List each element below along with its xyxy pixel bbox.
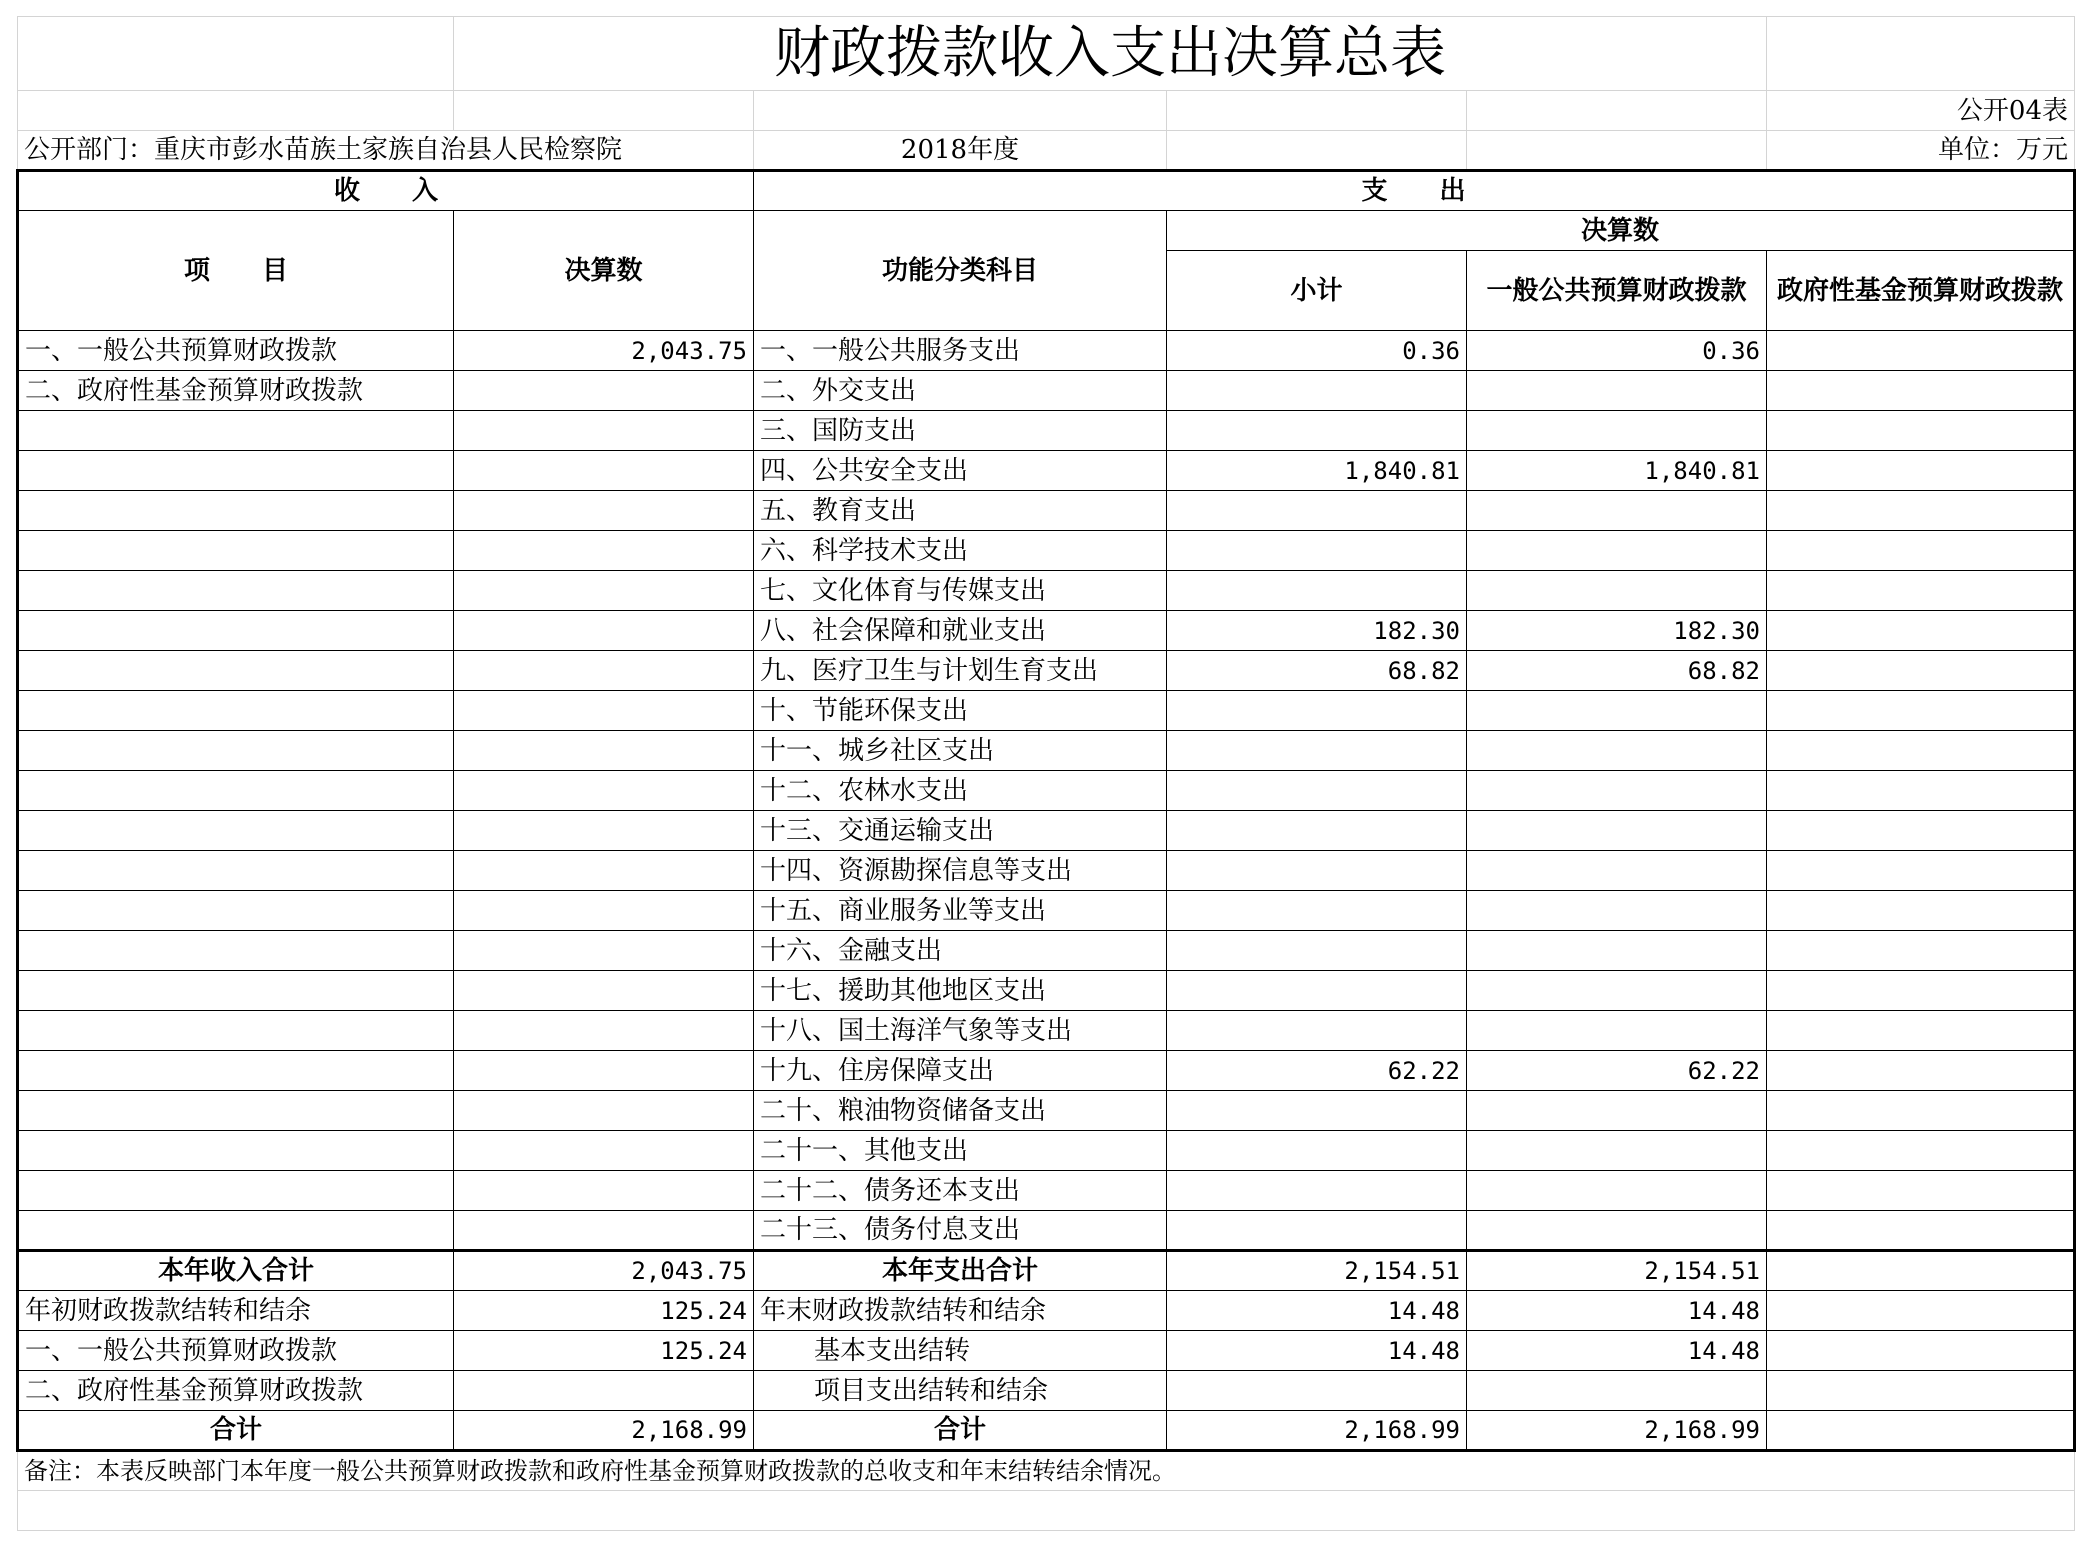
table-row (18, 851, 2075, 891)
expense-fund (1767, 811, 2075, 851)
year-expense-total-label: 本年支出合计 (754, 1251, 1167, 1291)
expense-item: 一、一般公共服务支出 (754, 331, 1167, 371)
expense-header: 支 出 (754, 171, 2075, 211)
expense-fund (1767, 731, 2075, 771)
expense-general: 68.82 (1467, 651, 1767, 691)
expense-fund (1767, 611, 2075, 651)
income-amount (454, 1171, 754, 1211)
expense-fund (1767, 531, 2075, 571)
income-amount-header: 决算数 (454, 211, 754, 331)
form-number: 公开04表 (1767, 91, 2075, 131)
income-item (18, 851, 454, 891)
expense-subtotal: 68.82 (1167, 651, 1467, 691)
expense-subtotal (1167, 1011, 1467, 1051)
income-item (18, 611, 454, 651)
year-expense-subtotal: 2,154.51 (1167, 1251, 1467, 1291)
expense-fund (1767, 1011, 2075, 1051)
expense-subtotal (1167, 851, 1467, 891)
expense-item: 二十二、债务还本支出 (754, 1171, 1167, 1211)
year-income-total: 2,043.75 (454, 1251, 754, 1291)
table-row (18, 1171, 2075, 1211)
table-row (18, 691, 2075, 731)
income-item (18, 1131, 454, 1171)
function-class-header: 功能分类科目 (754, 211, 1167, 331)
grand-total-general: 2,168.99 (1467, 1411, 1767, 1451)
expense-subtotal: 62.22 (1167, 1051, 1467, 1091)
income-amount (454, 811, 754, 851)
income-item (18, 1011, 454, 1051)
expense-item: 十六、金融支出 (754, 931, 1167, 971)
expense-subtotal (1167, 1091, 1467, 1131)
income-item (18, 811, 454, 851)
expense-item: 二、外交支出 (754, 371, 1167, 411)
expense-fund (1767, 1091, 2075, 1131)
expense-subtotal (1167, 811, 1467, 851)
expense-general (1467, 851, 1767, 891)
final-amount-header: 决算数 (1167, 211, 2075, 251)
general-budget-header: 一般公共预算财政拨款 (1467, 251, 1767, 331)
grand-total-subtotal: 2,168.99 (1167, 1411, 1467, 1451)
begin-general-amount: 125.24 (454, 1331, 754, 1371)
expense-subtotal (1167, 411, 1467, 451)
expense-general: 0.36 (1467, 331, 1767, 371)
expense-fund (1767, 651, 2075, 691)
table-row (18, 1091, 2075, 1131)
income-amount (454, 651, 754, 691)
table-row (18, 931, 2075, 971)
expense-fund (1767, 1171, 2075, 1211)
grand-total-fund (1767, 1411, 2075, 1451)
expense-subtotal (1167, 571, 1467, 611)
income-item (18, 1091, 454, 1131)
expense-subtotal: 182.30 (1167, 611, 1467, 651)
begin-fund-label: 二、政府性基金预算财政拨款 (18, 1371, 454, 1411)
expense-general (1467, 1011, 1767, 1051)
expense-general (1467, 371, 1767, 411)
begin-fund-amount (454, 1371, 754, 1411)
expense-general (1467, 971, 1767, 1011)
income-amount (454, 771, 754, 811)
expense-item: 六、科学技术支出 (754, 531, 1167, 571)
item-header: 项 目 (18, 211, 454, 331)
income-amount (454, 491, 754, 531)
income-item: 一、一般公共预算财政拨款 (18, 331, 454, 371)
income-item (18, 451, 454, 491)
footnote: 备注：本表反映部门本年度一般公共预算财政拨款和政府性基金预算财政拨款的总收支和年末结转结余情况。 (18, 1451, 2075, 1491)
expense-general (1467, 491, 1767, 531)
basic-carry-label: 基本支出结转 (754, 1331, 1167, 1371)
income-amount (454, 371, 754, 411)
basic-carry-subtotal: 14.48 (1167, 1331, 1467, 1371)
expense-general (1467, 811, 1767, 851)
income-item (18, 1171, 454, 1211)
income-amount (454, 451, 754, 491)
expense-general (1467, 531, 1767, 571)
expense-subtotal (1167, 491, 1467, 531)
expense-general (1467, 691, 1767, 731)
expense-item: 十三、交通运输支出 (754, 811, 1167, 851)
expense-item: 四、公共安全支出 (754, 451, 1167, 491)
expense-item: 十九、住房保障支出 (754, 1051, 1167, 1091)
table-row (18, 331, 2075, 371)
expense-item: 二十、粮油物资储备支出 (754, 1091, 1167, 1131)
table-row (18, 731, 2075, 771)
grand-total-income: 2,168.99 (454, 1411, 754, 1451)
income-amount (454, 411, 754, 451)
expense-fund (1767, 371, 2075, 411)
expense-item: 九、医疗卫生与计划生育支出 (754, 651, 1167, 691)
year-expense-fund (1767, 1251, 2075, 1291)
expense-general (1467, 411, 1767, 451)
expense-subtotal: 1,840.81 (1167, 451, 1467, 491)
table-row (18, 531, 2075, 571)
expense-fund (1767, 771, 2075, 811)
expense-general (1467, 1131, 1767, 1171)
income-amount (454, 971, 754, 1011)
income-amount (454, 891, 754, 931)
table-row (18, 571, 2075, 611)
income-amount (454, 571, 754, 611)
end-balance-general: 14.48 (1467, 1291, 1767, 1331)
expense-general (1467, 731, 1767, 771)
expense-item: 八、社会保障和就业支出 (754, 611, 1167, 651)
table-row (18, 611, 2075, 651)
income-amount (454, 851, 754, 891)
final-accounts-table (16, 16, 2076, 1531)
expense-subtotal (1167, 1171, 1467, 1211)
subtotal-header: 小计 (1167, 251, 1467, 331)
end-balance-label: 年末财政拨款结转和结余 (754, 1291, 1167, 1331)
project-carry-fund (1767, 1371, 2075, 1411)
project-carry-general (1467, 1371, 1767, 1411)
expense-item: 十七、援助其他地区支出 (754, 971, 1167, 1011)
expense-item: 十八、国土海洋气象等支出 (754, 1011, 1167, 1051)
year-income-total-label: 本年收入合计 (18, 1251, 454, 1291)
expense-general (1467, 931, 1767, 971)
income-item (18, 1051, 454, 1091)
expense-general: 182.30 (1467, 611, 1767, 651)
income-item: 二、政府性基金预算财政拨款 (18, 371, 454, 411)
income-amount (454, 531, 754, 571)
expense-fund (1767, 1131, 2075, 1171)
expense-general (1467, 891, 1767, 931)
expense-subtotal (1167, 891, 1467, 931)
expense-fund (1767, 971, 2075, 1011)
income-amount (454, 1091, 754, 1131)
income-item (18, 971, 454, 1011)
end-balance-subtotal: 14.48 (1167, 1291, 1467, 1331)
department-label: 公开部门：重庆市彭水苗族土家族自治县人民检察院 (18, 131, 754, 171)
table-row (18, 451, 2075, 491)
income-item (18, 691, 454, 731)
basic-carry-fund (1767, 1331, 2075, 1371)
income-amount (454, 1211, 754, 1251)
expense-item: 五、教育支出 (754, 491, 1167, 531)
table-row (18, 371, 2075, 411)
expense-fund (1767, 1211, 2075, 1251)
expense-subtotal (1167, 1211, 1467, 1251)
project-carry-label: 项目支出结转和结余 (754, 1371, 1167, 1411)
gov-fund-header: 政府性基金预算财政拨款 (1767, 251, 2075, 331)
table-row (18, 1011, 2075, 1051)
income-item (18, 1211, 454, 1251)
expense-fund (1767, 451, 2075, 491)
expense-fund (1767, 931, 2075, 971)
table-row (18, 1211, 2075, 1251)
unit-label: 单位：万元 (1767, 131, 2075, 171)
income-item (18, 931, 454, 971)
expense-subtotal (1167, 731, 1467, 771)
income-amount (454, 931, 754, 971)
expense-subtotal (1167, 931, 1467, 971)
expense-item: 十、节能环保支出 (754, 691, 1167, 731)
fiscal-year: 2018年度 (754, 131, 1167, 171)
grand-total-expense-label: 合计 (754, 1411, 1167, 1451)
begin-general-label: 一、一般公共预算财政拨款 (18, 1331, 454, 1371)
table-row (18, 1051, 2075, 1091)
expense-item: 二十一、其他支出 (754, 1131, 1167, 1171)
report-sheet (16, 16, 2073, 1531)
expense-subtotal (1167, 371, 1467, 411)
report-title: 财政拨款收入支出决算总表 (454, 17, 1767, 91)
expense-subtotal (1167, 691, 1467, 731)
table-row (18, 971, 2075, 1011)
expense-subtotal (1167, 971, 1467, 1011)
income-header: 收 入 (18, 171, 754, 211)
income-item (18, 491, 454, 531)
expense-fund (1767, 851, 2075, 891)
table-row (18, 891, 2075, 931)
expense-fund (1767, 1051, 2075, 1091)
income-item (18, 731, 454, 771)
expense-subtotal (1167, 771, 1467, 811)
income-item (18, 651, 454, 691)
income-amount (454, 611, 754, 651)
expense-general: 1,840.81 (1467, 451, 1767, 491)
expense-subtotal: 0.36 (1167, 331, 1467, 371)
expense-general (1467, 771, 1767, 811)
expense-general (1467, 1171, 1767, 1211)
expense-item: 二十三、债务付息支出 (754, 1211, 1167, 1251)
begin-balance-amount: 125.24 (454, 1291, 754, 1331)
income-amount (454, 1011, 754, 1051)
expense-general (1467, 1211, 1767, 1251)
income-item (18, 771, 454, 811)
income-item (18, 411, 454, 451)
income-item (18, 531, 454, 571)
expense-item: 十一、城乡社区支出 (754, 731, 1167, 771)
expense-general (1467, 571, 1767, 611)
income-amount: 2,043.75 (454, 331, 754, 371)
table-row (18, 1131, 2075, 1171)
income-amount (454, 1131, 754, 1171)
expense-item: 十四、资源勘探信息等支出 (754, 851, 1167, 891)
income-amount (454, 691, 754, 731)
table-row (18, 491, 2075, 531)
expense-general (1467, 1091, 1767, 1131)
expense-subtotal (1167, 531, 1467, 571)
table-row (18, 811, 2075, 851)
begin-balance-label: 年初财政拨款结转和结余 (18, 1291, 454, 1331)
expense-general: 62.22 (1467, 1051, 1767, 1091)
income-item (18, 571, 454, 611)
income-item (18, 891, 454, 931)
table-row (18, 411, 2075, 451)
expense-item: 七、文化体育与传媒支出 (754, 571, 1167, 611)
expense-item: 十五、商业服务业等支出 (754, 891, 1167, 931)
table-row (18, 651, 2075, 691)
table-row (18, 771, 2075, 811)
basic-carry-general: 14.48 (1467, 1331, 1767, 1371)
end-balance-fund (1767, 1291, 2075, 1331)
expense-fund (1767, 491, 2075, 531)
expense-subtotal (1167, 1131, 1467, 1171)
income-amount (454, 1051, 754, 1091)
income-amount (454, 731, 754, 771)
expense-fund (1767, 891, 2075, 931)
expense-item: 三、国防支出 (754, 411, 1167, 451)
expense-fund (1767, 691, 2075, 731)
expense-fund (1767, 331, 2075, 371)
expense-item: 十二、农林水支出 (754, 771, 1167, 811)
year-expense-general: 2,154.51 (1467, 1251, 1767, 1291)
expense-fund (1767, 411, 2075, 451)
project-carry-subtotal (1167, 1371, 1467, 1411)
expense-fund (1767, 571, 2075, 611)
grand-total-income-label: 合计 (18, 1411, 454, 1451)
